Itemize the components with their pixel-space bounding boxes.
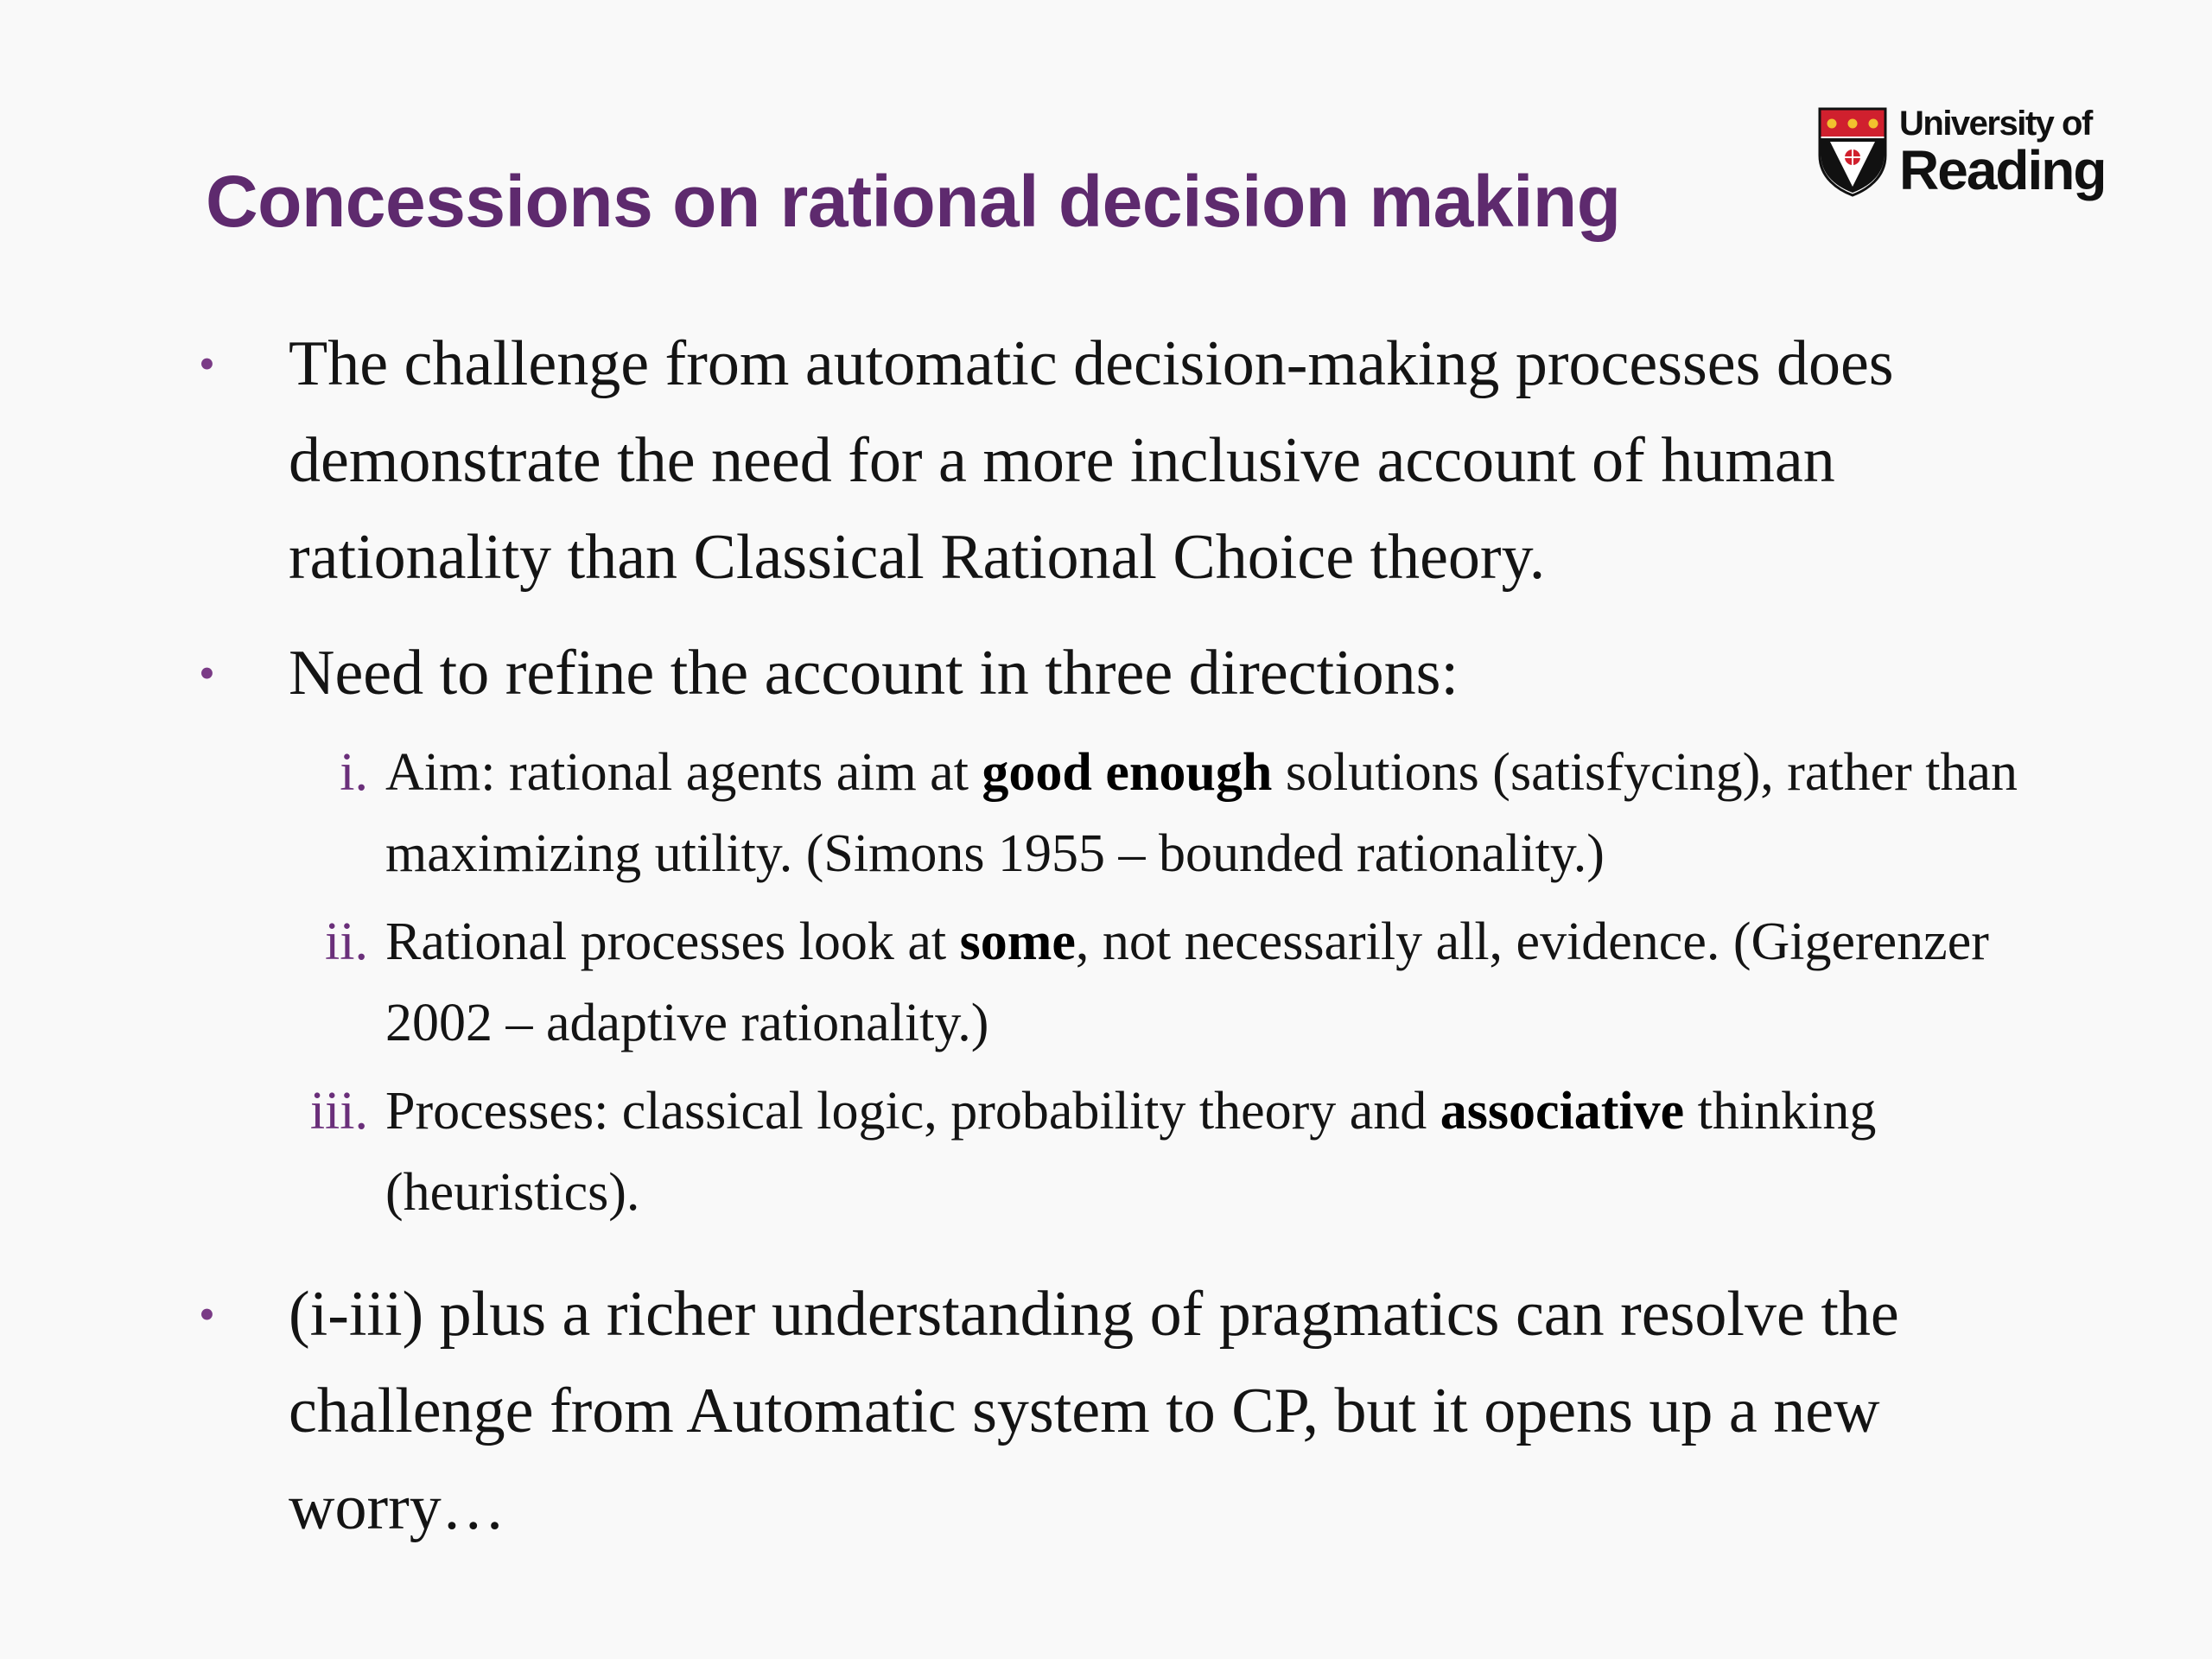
slide-title: Concessions on rational decision making [206,161,1621,242]
item-emphasis: associative [1440,1082,1685,1141]
bullet-dot-icon: • [199,647,215,699]
item-emphasis: good enough [982,743,1273,802]
item-text-before: Aim: rational agents aim at [385,743,982,802]
logo-line-2: Reading [1899,139,2106,201]
list-marker: iii. [309,1082,368,1141]
bullet-3 [199,1266,2100,1556]
bullet-3-text: (i-iii) plus a richer understanding of pragmatics can resolve the challenge from Automatic system to CP, but it opens up a new worry… [289,1279,1899,1543]
bullet-2-text: Need to refine the account in three directions: [289,638,1459,709]
logo-wordmark [1899,105,2106,201]
item-text-after: , not necessarily all, evidence. (Gigerenzer 2002 – adaptive rationality.) [385,912,1989,1052]
item-text-after: solutions (satisfycing), rather than maximizing utility. (Simons 1955 – bounded rationality.) [385,743,2018,883]
item-text-before: Rational processes look at [385,912,960,971]
bullet-1-text: The challenge from automatic decision-making processes does demonstrate the need for a more inclusive account of human rationality than Classical Rational Choice theory. [289,328,1894,593]
bullet-dot-icon: • [199,1288,215,1340]
item-text-before: Processes: classical logic, probability theory and [385,1082,1440,1141]
list-marker: ii. [325,912,368,971]
item-text-after: thinking (heuristics). [385,1082,1877,1222]
bullet-dot-icon: • [199,338,215,390]
item-emphasis: some [959,912,1076,971]
list-marker: i. [340,743,368,802]
refinement-list [199,732,2100,1233]
university-logo [1818,104,2112,200]
shield-icon [1818,107,1887,197]
refinement-item-3 [199,1071,2100,1233]
slide-body [199,315,2100,1575]
logo-line-1: University of [1899,105,2092,143]
refinement-item-1 [199,732,2100,894]
refinement-item-2 [199,901,2100,1064]
bullet-1 [199,315,2100,606]
bullet-2 [199,625,2100,721]
